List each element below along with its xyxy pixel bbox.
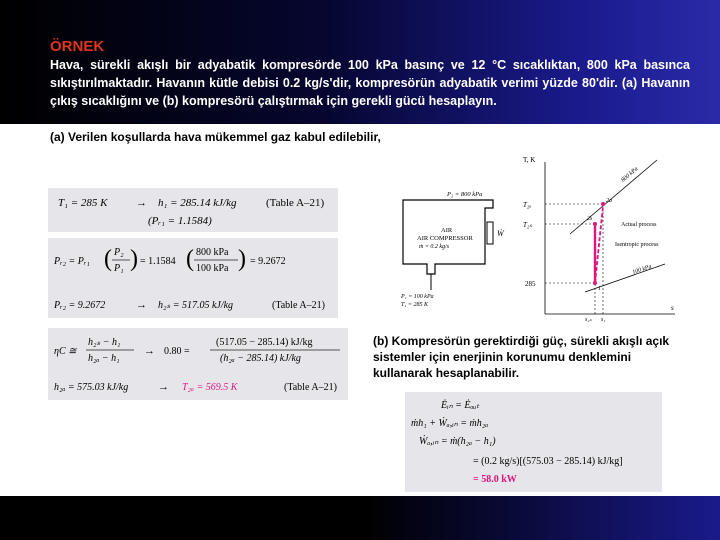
- p1-label: P₁ = 100 kPa: [401, 294, 434, 300]
- eq2-prefix: = 1.1584: [140, 256, 176, 267]
- eq2-frac2-num: 800 kPa: [196, 247, 229, 258]
- footer-banner: [0, 496, 720, 540]
- ts-chart: [523, 156, 675, 322]
- eq4-line2: ṁh₁ + Ẇₐ,ᵢₙ = ṁh₂ₐ: [411, 418, 489, 429]
- label-1: 1: [598, 286, 601, 292]
- equation-box-1: [48, 188, 338, 232]
- eq3-ref: (Table A–21): [284, 382, 337, 393]
- eq2-h2s: h₂ₛ = 517.05 kJ/kg: [158, 300, 234, 311]
- part-a-text: (a) Verilen koşullarda hava mükemmel gaz kabul edilebilir,: [50, 130, 381, 144]
- eq1-h1: h₁ = 285.14 kJ/kg: [158, 197, 237, 209]
- problem-statement: Hava, sürekli akışlı bir adyabatik kompresörde 100 kPa basınç ve 12 °C sıcaklıktan, 800 kPa basınca sıkıştırılmaktadır. Havanın kütle debisi 0.2 kg/s'dir, kompresörün adyabatik verimi yüzde 80'dir. (a) Havanın çıkış sıcaklığını ve (b) kompresörü çalıştırmak için gerekli gücü hesaplayın.: [50, 58, 690, 108]
- point-2s: [593, 222, 597, 226]
- label-2s: 2s: [587, 216, 593, 222]
- part-b-text: (b) Kompresörün gerektirdiği güç, sürekli akışlı açık sistemler için enerjinin korunumu denklemini kullanarak hesaplanabilir.: [373, 334, 670, 380]
- eq3-arrow2: →: [158, 381, 169, 393]
- eq3-frac2-den: (h₂ₐ − 285.14) kJ/kg: [220, 353, 301, 364]
- actual-label: Actual process: [621, 222, 657, 228]
- eq2-arrow: →: [136, 299, 147, 311]
- eq2-frac-den: P₁: [114, 263, 124, 274]
- eq2-frac-num: P₂: [114, 247, 124, 258]
- point-2a: [601, 202, 605, 206]
- slide-title: ÖRNEK: [50, 38, 105, 55]
- eq1-arrow: →: [136, 197, 147, 209]
- compressor-sketch: [400, 191, 505, 308]
- eq3-frac-den: h₂ₐ − h₁: [88, 353, 120, 364]
- isobar-low-label: 100 kPa: [631, 264, 653, 276]
- eq1-pr1: (Pᵣ₁ = 1.1584): [148, 215, 212, 227]
- eq2-paren-open: (: [104, 246, 112, 272]
- shaft: [487, 222, 493, 244]
- eq2-paren2-close: ): [238, 246, 246, 272]
- p2-label: P₂ = 800 kPa: [447, 191, 483, 198]
- isentropic-label: Isentropic process: [615, 242, 659, 248]
- eq3-frac-num: h₂ₛ − h₁: [88, 337, 121, 348]
- eq3-frac2-num: (517.05 − 285.14) kJ/kg: [216, 337, 313, 348]
- eq2-frac2-den: 100 kPa: [196, 263, 229, 274]
- s1-label: s₁: [601, 317, 606, 322]
- eq3-mid: 0.80 =: [164, 346, 190, 357]
- eq2-pr2: Pᵣ₂ = 9.2672: [54, 300, 106, 311]
- isobar-high-label: 800 kPa: [620, 166, 640, 184]
- eq3-arrow: →: [144, 345, 155, 357]
- eq3-t2a: T₂ₐ = 569.5 K: [182, 382, 238, 393]
- work-label: Ẇ: [497, 229, 504, 238]
- eq4-line5: = 58.0 kW: [473, 474, 517, 485]
- s-axis-label: s: [671, 304, 674, 312]
- actual-path: [595, 206, 603, 283]
- equation-box-4: [405, 392, 662, 492]
- tick-t2s: T₂ₛ: [523, 221, 532, 229]
- equation-box-3: [48, 328, 348, 400]
- eq1-t1: T₁ = 285 K: [58, 197, 108, 209]
- compressor-ts-diagram: [395, 152, 680, 322]
- s2s-label: s₂ₛ: [585, 317, 592, 322]
- compressor-label-1: AIR: [441, 227, 453, 234]
- eq4-line4: = (0.2 kg/s)[(575.03 − 285.14) kJ/kg]: [473, 456, 623, 467]
- label-2a: 2a: [606, 198, 612, 204]
- eq3-lhs: ηC ≅: [54, 346, 77, 357]
- point-1: [593, 281, 597, 285]
- eq2-lhs: Pᵣ₂ = Pᵣ₁: [54, 256, 90, 267]
- t1-label: T₁ = 285 K: [401, 302, 428, 308]
- eq2-ref: (Table A–21): [272, 300, 325, 311]
- eq2-paren2-open: (: [186, 246, 194, 272]
- tick-t2a: T₂ₐ: [523, 201, 532, 209]
- mdot-label: ṁ = 0.2 kg/s: [419, 244, 450, 250]
- t-axis-label: T, K: [523, 156, 536, 164]
- eq2-result: = 9.2672: [250, 256, 286, 267]
- equation-box-2: [48, 238, 338, 318]
- eq4-line3: Ẇₐ,ᵢₙ = ṁ(h₂ₐ − h₁): [419, 436, 496, 447]
- eq2-paren-close: ): [130, 246, 138, 272]
- tick-285: 285: [525, 280, 536, 288]
- eq4-line1: Ėᵢₙ = Ėₒᵤₜ: [441, 400, 480, 411]
- compressor-label: AIR COMPRESSOR: [417, 235, 473, 242]
- eq1-ref: (Table A–21): [266, 197, 325, 209]
- eq3-h2a: h₂ₐ = 575.03 kJ/kg: [54, 382, 129, 393]
